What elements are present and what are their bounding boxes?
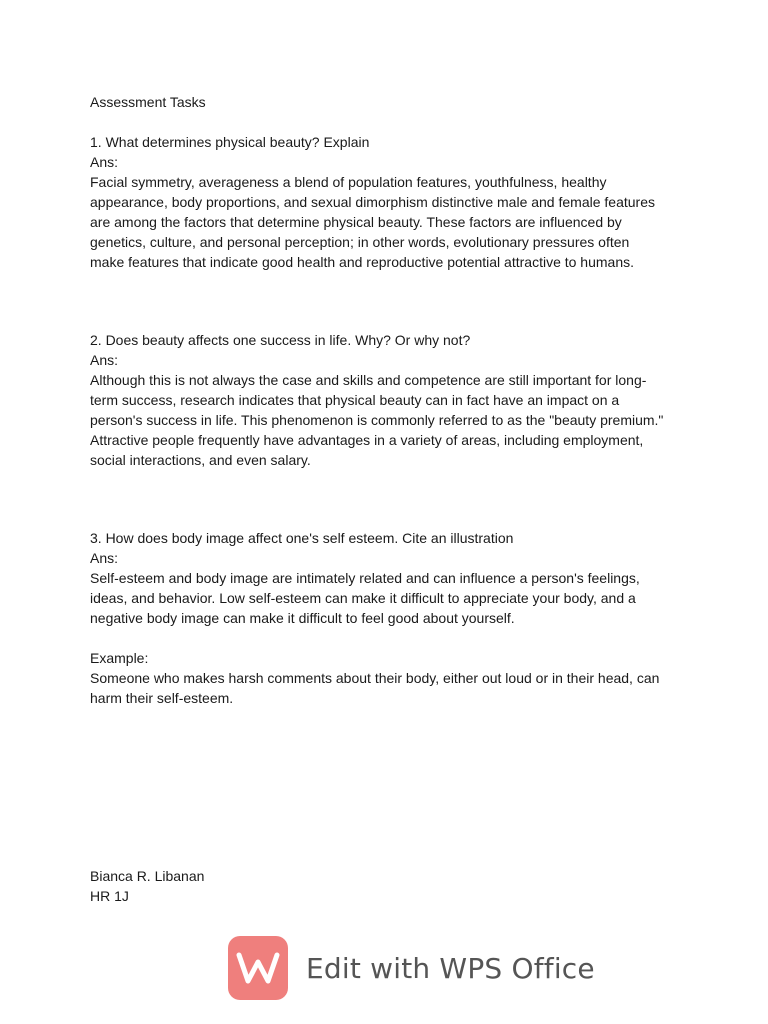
author-name: Bianca R. Libanan <box>90 868 205 884</box>
author-section: HR 1J <box>90 888 129 904</box>
answer-2-line: Attractive people frequently have advantages in a variety of areas, including employment, <box>90 432 644 448</box>
question-3: 3. How does body image affect one's self esteem. Cite an illustration <box>90 530 514 546</box>
document-body <box>90 92 680 906</box>
edit-with-wps-text[interactable]: Edit with WPS Office <box>306 951 595 985</box>
answer-3-line: Self-esteem and body image are intimately related and can influence a person's feelings, <box>90 570 640 586</box>
answer-label-3: Ans: <box>90 550 119 566</box>
document-title: Assessment Tasks <box>90 94 206 110</box>
wps-office-logo-icon[interactable] <box>228 936 288 1000</box>
example-line: Someone who makes harsh comments about their body, either out loud or in their head, can <box>90 670 660 686</box>
answer-2-line: Although this is not always the case and skills and competence are still important for long- <box>90 372 647 388</box>
answer-1-line: are among the factors that determine physical beauty. These factors are influenced by <box>90 214 622 230</box>
answer-label-2: Ans: <box>90 352 119 368</box>
answer-label-1: Ans: <box>90 154 119 170</box>
answer-2-line: person's success in life. This phenomenon is commonly referred to as the "beauty premium." <box>90 412 664 428</box>
question-2: 2. Does beauty affects one success in life. Why? Or why not? <box>90 332 471 348</box>
answer-2-line: term success, research indicates that physical beauty can in fact have an impact on a <box>90 392 620 408</box>
wps-w-icon <box>236 951 280 985</box>
question-1: 1. What determines physical beauty? Explain <box>90 134 370 150</box>
answer-2-line: social interactions, and even salary. <box>90 452 311 468</box>
answer-1-line: Facial symmetry, averageness a blend of population features, youthfulness, healthy <box>90 174 607 190</box>
answer-1-line: appearance, body proportions, and sexual dimorphism distinctive male and female features <box>90 194 655 210</box>
example-label: Example: <box>90 650 149 666</box>
answer-1-line: make features that indicate good health and reproductive potential attractive to humans. <box>90 254 635 270</box>
answer-3-line: negative body image can make it difficult to feel good about yourself. <box>90 610 515 626</box>
answer-3-line: ideas, and behavior. Low self-esteem can make it difficult to appreciate your body, and a <box>90 590 636 606</box>
example-line: harm their self-esteem. <box>90 690 234 706</box>
edit-with-wps-banner[interactable] <box>228 936 595 1000</box>
answer-1-line: genetics, culture, and personal perception; in other words, evolutionary pressures often <box>90 234 630 250</box>
